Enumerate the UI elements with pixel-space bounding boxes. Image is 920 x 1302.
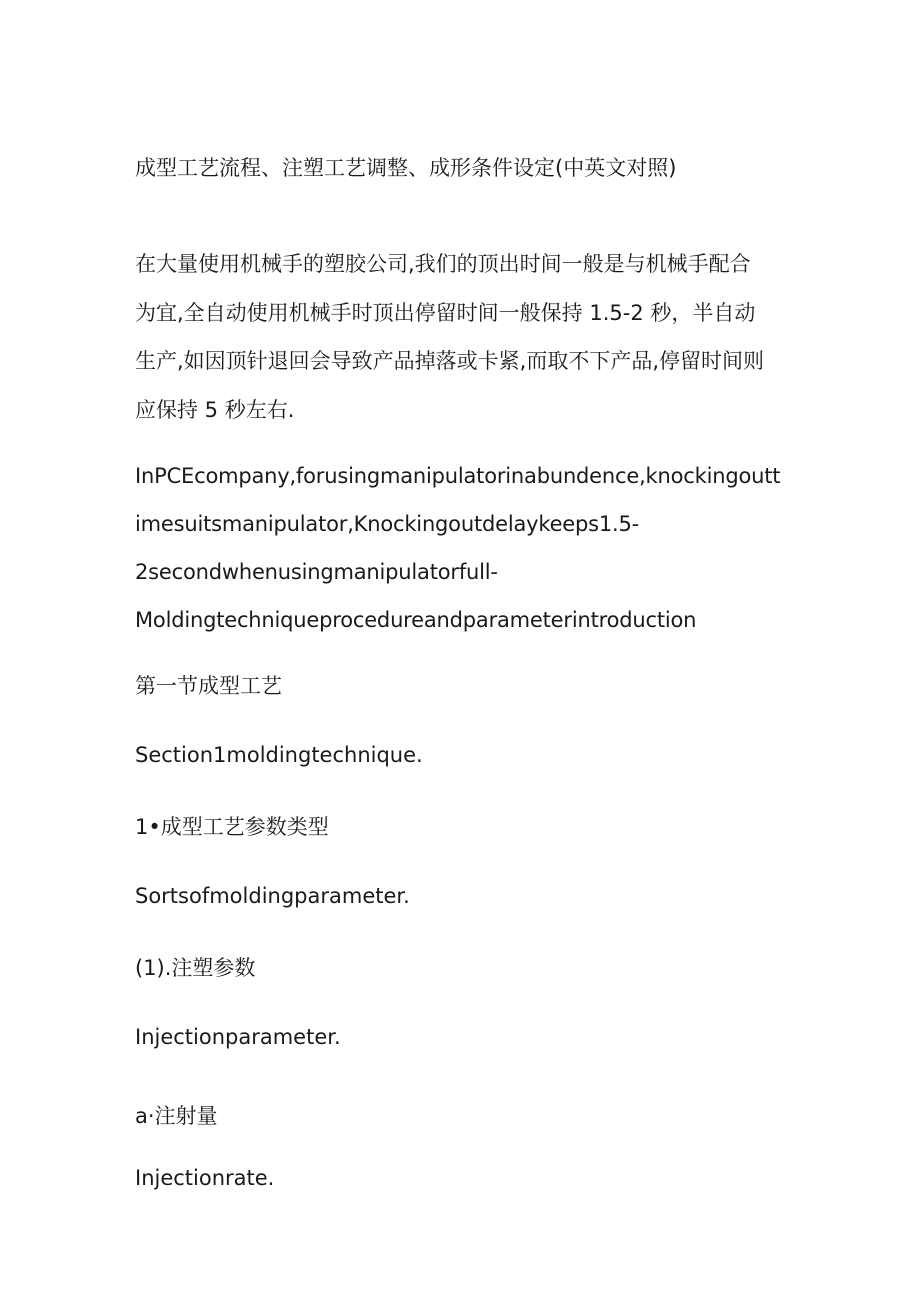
intro-en-line: InPCEcompany,forusingmanipulatorinabundence,knockingoutt — [135, 464, 781, 488]
item3-en: Injectionrate. — [135, 1166, 275, 1190]
item3-cn: a·注射量 — [135, 1104, 218, 1128]
intro-cn-line: 为宜,全自动使用机械手时顶出停留时间一般保持 1.5-2 秒，半自动 — [135, 300, 756, 325]
item1-cn: 1•成型工艺参数类型 — [135, 815, 329, 839]
section-heading-en: Section1moldingtechnique. — [135, 743, 423, 767]
document-title: 成型工艺流程、注塑工艺调整、成形条件设定(中英文对照) — [135, 156, 677, 180]
item2-cn: (1).注塑参数 — [135, 956, 256, 980]
intro-paragraph-cn — [135, 240, 783, 434]
section-heading-cn: 第一节成型工艺 — [135, 674, 282, 698]
intro-en-line: imesuitsmanipulator,Knockingoutdelaykeeps1.5- — [135, 512, 640, 536]
intro-cn-line: 应保持 5 秒左右. — [135, 397, 295, 422]
item2-en: Injectionparameter. — [135, 1025, 341, 1049]
intro-cn-line: 生产,如因顶针退回会导致产品掉落或卡紧,而取不下产品,停留时间则 — [135, 349, 765, 373]
item1-en: Sortsofmoldingparameter. — [135, 884, 410, 908]
intro-en-line: 2secondwhenusingmanipulatorfull- — [135, 560, 498, 584]
intro-paragraph-en — [135, 452, 795, 644]
intro-en-line: Moldingtechniqueprocedureandparameterintroduction — [135, 608, 697, 632]
intro-cn-line: 在大量使用机械手的塑胶公司,我们的顶出时间一般是与机械手配合 — [135, 252, 751, 276]
